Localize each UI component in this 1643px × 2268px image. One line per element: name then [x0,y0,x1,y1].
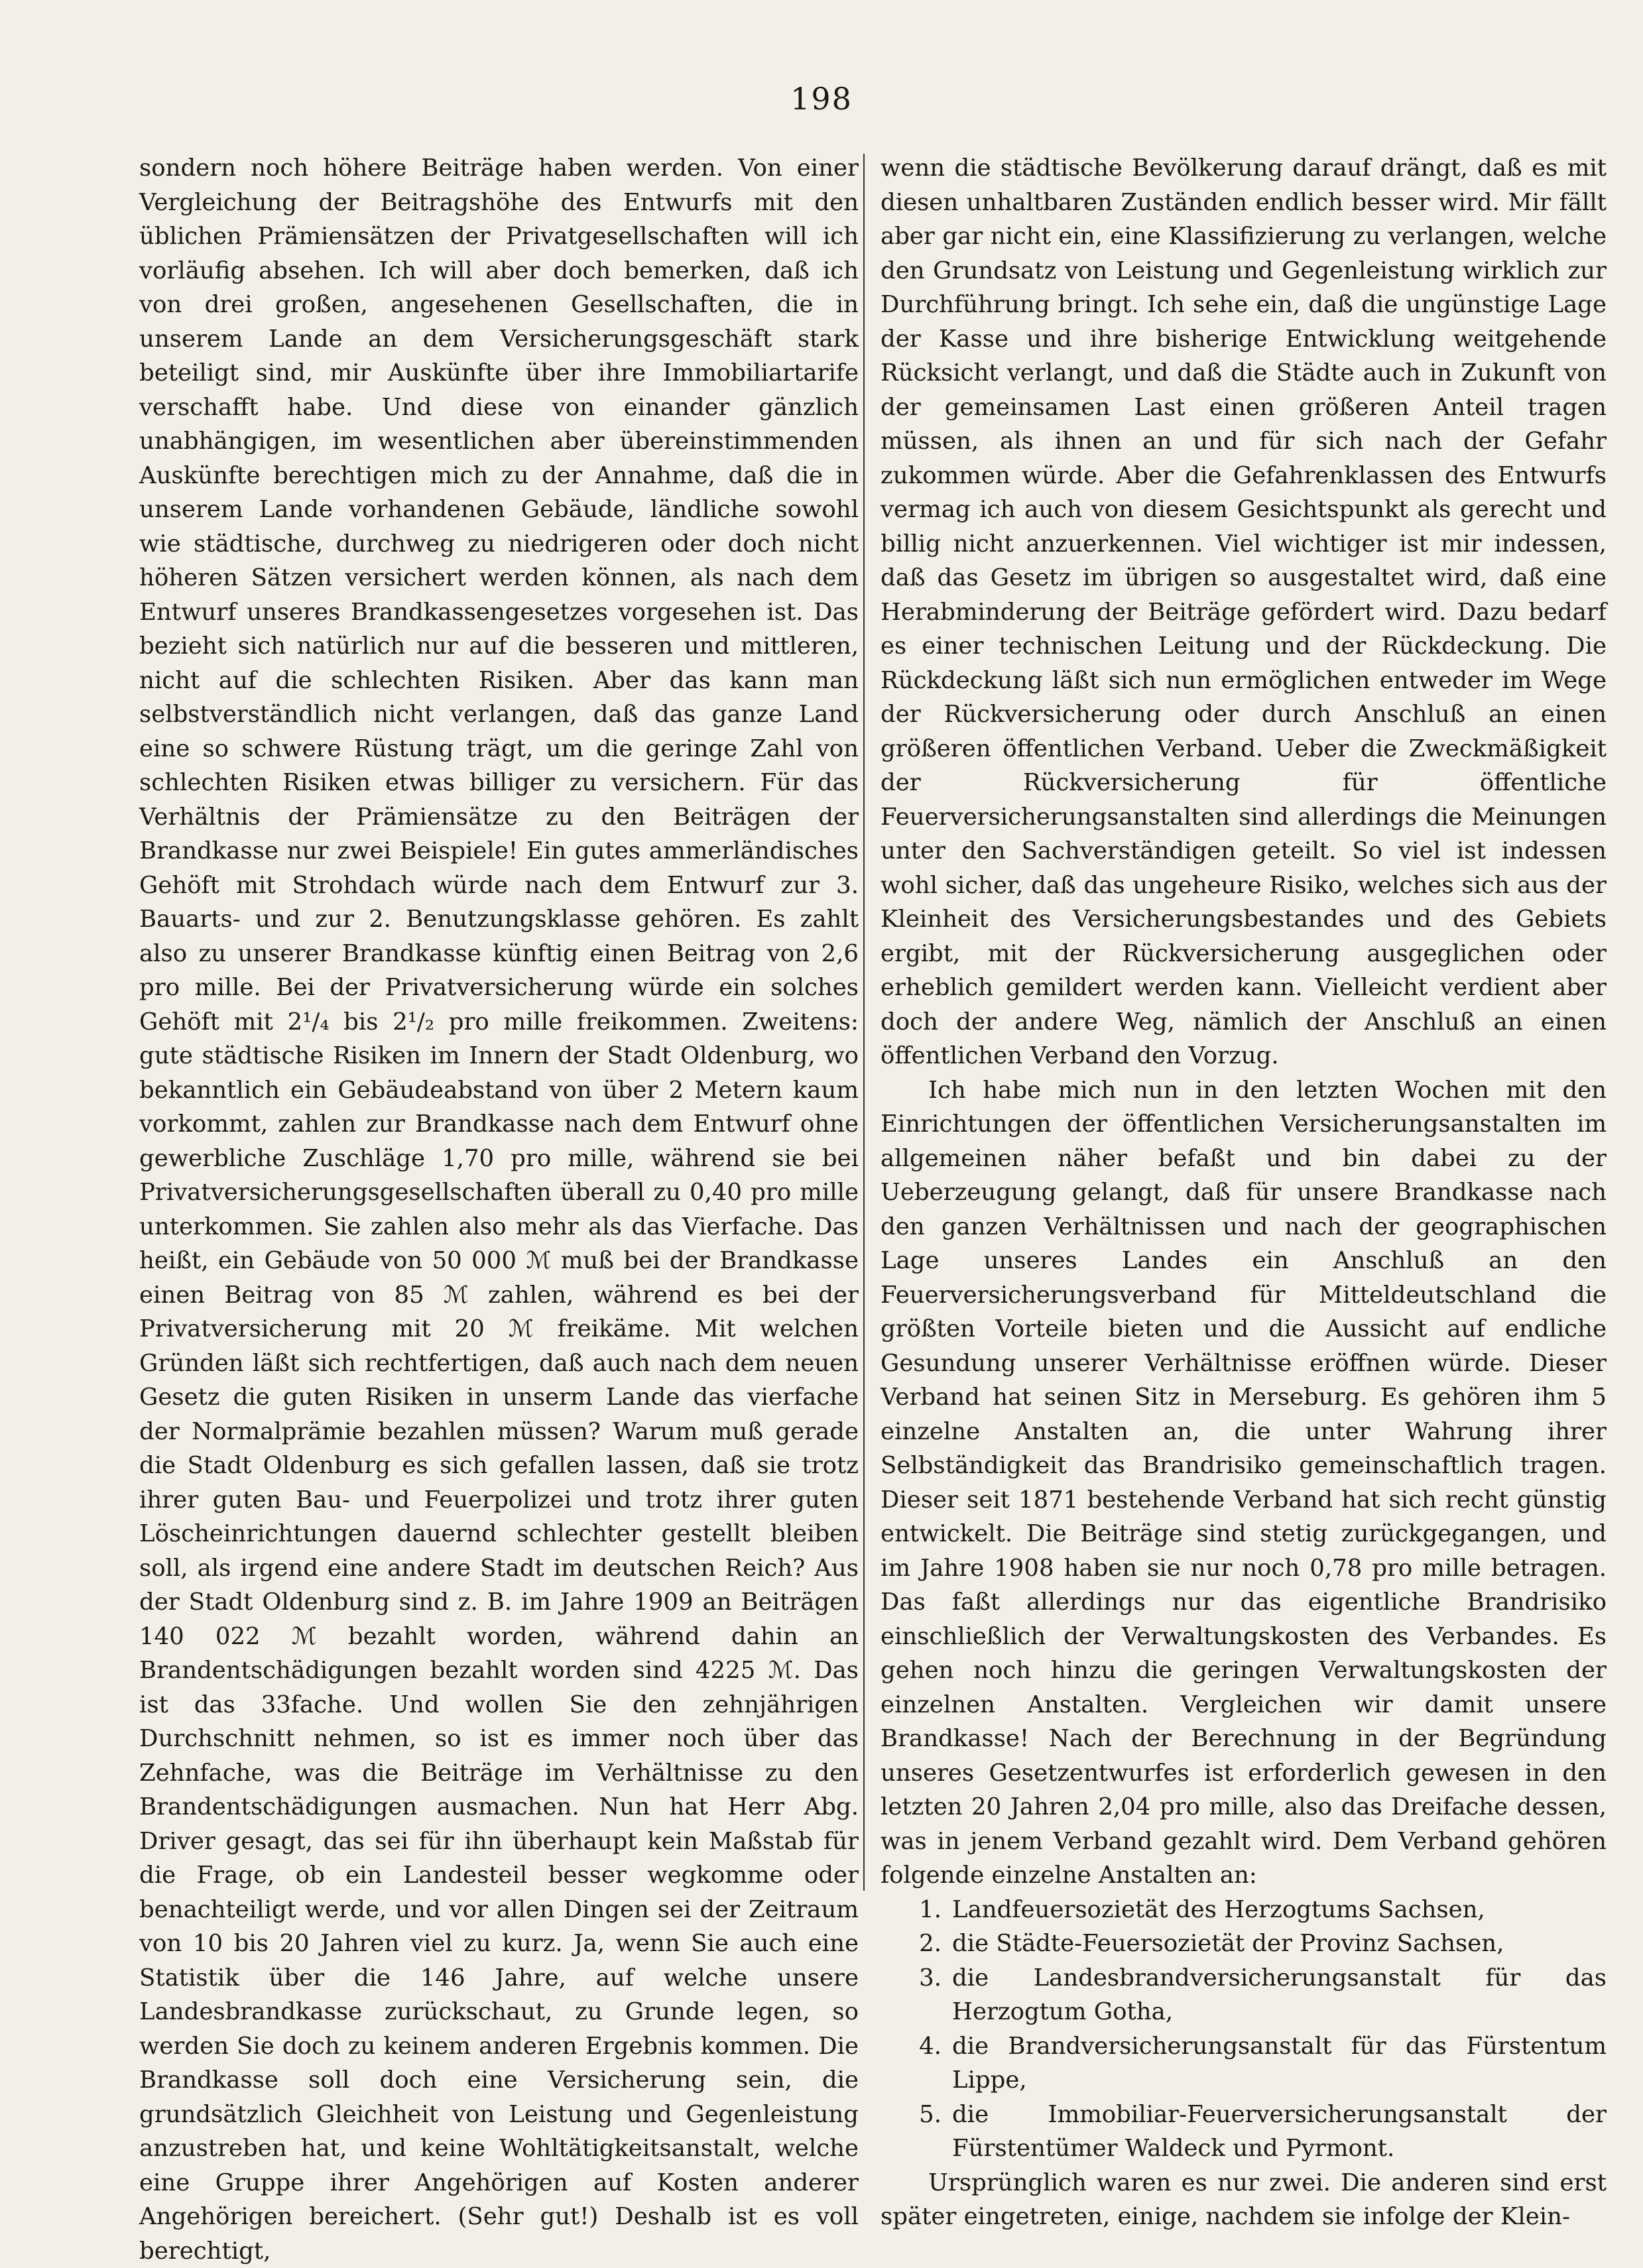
list-number: 4. [919,2032,942,2060]
column-divider [863,154,865,1891]
list-number: 5. [919,2100,942,2128]
list-number: 2. [919,1930,942,1957]
list-text: die Immobiliar-Feuerversicherungsanstalt der Fürstentümer Waldeck und Pyrmont. [952,2100,1607,2162]
page-number: 198 [790,81,853,117]
paragraph: Ursprünglich waren es nur zwei. Die anderen sind erst später eingetreten, einige, nachdem sie infolge der Klein- [881,2169,1607,2230]
list-item [881,1927,1607,1961]
list-text: Landfeuersozietät des Herzogtums Sachsen, [952,1895,1485,1923]
list-item [881,1893,1607,1927]
list-item [881,1961,1607,2029]
paragraph: sondern noch höhere Beiträge haben werden. Von einer Vergleichung der Beitragshöhe des Entwurfs mit den üblichen Prämiensätzen der Privatgesellschaften will ich vorläufig absehen. Ich will aber doch bemerken, daß ich von drei großen, angesehenen Gesellschaften, die in unserem Lande an dem Versicherungsgeschäft stark beteiligt sind, mir Auskünfte über ihre Immobiliartarife verschafft habe. Und diese von einander gänzlich unabhängigen, im wesentlichen aber übereinstimmenden Auskünfte berechtigen mich zu der Annahme, daß die in unserem Lande vorhandenen Gebäude, ländliche sowohl wie städtische, durchweg zu niedrigeren oder doch nicht höheren Sätzen versichert werden können, als nach dem Entwurf unseres Brandkassengesetzes vorgesehen ist. Das bezieht sich natürlich nur auf die besseren und mittleren, nicht auf die schlechten Risiken. Aber das kann man selbstverständlich nicht verlangen, daß das ganze Land eine so schwere Rüstung trägt, um die geringe Zahl von schlechten Risiken etwas billiger zu versichern. Für das Verhältnis der Prämiensätze zu den Beiträgen der Brandkasse nur zwei Beispiele! Ein gutes ammerländisches Gehöft mit Strohdach würde nach dem Entwurf zur 3. Bauarts- und zur 2. Benutzungsklasse gehören. Es zahlt also zu unserer Brandkasse künftig einen Beitrag von 2,6 pro mille. Bei der Privatversicherung würde ein solches Gehöft mit 2¹/₄ bis 2¹/₂ pro mille freikommen. Zweitens: gute städtische Risiken im Innern der Stadt Oldenburg, wo bekanntlich ein Gebäudeabstand von über 2 Metern kaum vorkommt, zahlen zur Brandkasse nach dem Entwurf ohne gewerbliche Zuschläge 1,70 pro mille, während sie bei Privatversicherungsgesellschaften überall zu 0,40 pro mille unterkommen. Sie zahlen also mehr als das Vierfache. Das heißt, ein Gebäude von 50 000 ℳ muß bei der Brandkasse einen Beitrag von 85 ℳ zahlen, während es bei der Privatversicherung mit 20 ℳ freikäme. Mit welchen Gründen läßt sich rechtfertigen, daß auch nach dem neuen Gesetz die guten Risiken in unserm Lande das vierfache der Normalprämie bezahlen müssen? Warum muß gerade die Stadt Oldenburg es sich gefallen lassen, daß sie trotz ihrer guten Bau- und Feuerpolizei und trotz ihrer guten Löscheinrichtungen dauernd schlechter gestellt bleiben soll, als irgend eine andere Stadt im deutschen Reich? Aus der Stadt Oldenburg sind z. B. im Jahre 1909 an Beiträgen 140 022 ℳ bezahlt worden, während dahin an Brandentschädigungen bezahlt worden sind 4225 ℳ. Das ist das 33fache. Und wollen Sie den zehnjährigen Durchschnitt nehmen, so ist es immer noch über das Zehnfache, was die Beiträge im Verhältnisse zu den Brandentschädigungen ausmachen. Nun hat Herr Abg. Driver gesagt, das sei für ihn überhaupt kein Maßstab für die Frage, ob ein Landesteil besser wegkomme oder benachteiligt werde, und vor allen Dingen sei der Zeitraum von 10 bis 20 Jahren viel zu kurz. Ja, wenn Sie auch eine Statistik über die 146 Jahre, auf welche unsere Landesbrandkasse zurückschaut, zu Grunde legen, so werden Sie doch zu keinem anderen Ergebnis kommen. Die Brandkasse soll doch eine Versicherung sein, die grundsätzlich Gleichheit von Leistung und Gegenleistung anzustreben hat, und keine Wohltätigkeitsanstalt, welche eine Gruppe ihrer Angehörigen auf Kosten anderer Angehörigen bereichert. (Sehr gut!) Deshalb ist es voll berechtigt, [139,154,859,2265]
right-column [881,151,1607,2234]
paragraph: Ich habe mich nun in den letzten Wochen mit den Einrichtungen der öffentlichen Versicherungsanstalten im allgemeinen näher befaßt und bin dabei zu der Ueberzeugung gelangt, daß für unsere Brandkasse nach den ganzen Verhältnissen und nach der geographischen Lage unseres Landes ein Anschluß an den Feuerversicherungsverband für Mitteldeutschland die größten Vorteile bieten und die Aussicht auf endliche Gesundung unserer Verhältnisse eröffnen würde. Dieser Verband hat seinen Sitz in Merseburg. Es gehören ihm 5 einzelne Anstalten an, die unter Wahrung ihrer Selbständigkeit das Brandrisiko gemeinschaftlich tragen. Dieser seit 1871 bestehende Verband hat sich recht günstig entwickelt. Die Beiträge sind stetig zurückgegangen, und im Jahre 1908 haben sie nur noch 0,78 pro mille betragen. Das faßt allerdings nur das eigentliche Brandrisiko einschließlich der Verwaltungskosten des Verbandes. Es gehen noch hinzu die geringen Verwaltungskosten der einzelnen Anstalten. Vergleichen wir damit unsere Brandkasse! Nach der Berechnung in der Begründung unseres Gesetzentwurfes ist erforderlich gewesen in den letzten 20 Jahren 2,04 pro mille, also das Dreifache dessen, was in jenem Verband gezahlt wird. Dem Verband gehören folgende einzelne Anstalten an: [881,1076,1607,1889]
list-item [881,2029,1607,2098]
list-item [881,2098,1607,2166]
list-number: 1. [919,1895,942,1923]
left-column [139,151,859,2268]
list-text: die Landesbrandversicherungsanstalt für das Herzogtum Gotha, [952,1964,1607,2025]
member-institutions-list [881,1893,1607,2166]
list-text: die Städte-Feuersozietät der Provinz Sachsen, [952,1930,1504,1957]
list-number: 3. [919,1964,942,1992]
list-text: die Brandversicherungsanstalt für das Fürstentum Lippe, [952,2032,1607,2094]
paragraph: wenn die städtische Bevölkerung darauf drängt, daß es mit diesen unhaltbaren Zuständen endlich besser wird. Mir fällt aber gar nicht ein, eine Klassifizierung zu verlangen, welche den Grundsatz von Leistung und Gegenleistung wirklich zur Durchführung bringt. Ich sehe ein, daß die ungünstige Lage der Kasse und ihre bisherige Entwicklung weitgehende Rücksicht verlangt, und daß die Städte auch in Zukunft von der gemeinsamen Last einen größeren Anteil tragen müssen, als ihnen an und für sich nach der Gefahr zukommen würde. Aber die Gefahrenklassen des Entwurfs vermag ich auch von diesem Gesichtspunkt als gerecht und billig nicht anzuerkennen. Viel wichtiger ist mir indessen, daß das Gesetz im übrigen so ausgestaltet wird, daß eine Herabminderung der Beiträge gefördert wird. Dazu bedarf es einer technischen Leitung und der Rückdeckung. Die Rückdeckung läßt sich nun ermöglichen entweder im Wege der Rückversicherung oder durch Anschluß an einen größeren öffentlichen Verband. Ueber die Zweckmäßigkeit der Rückversicherung für öffentliche Feuerversicherungsanstalten sind allerdings die Meinungen unter den Sachverständigen geteilt. So viel ist indessen wohl sicher, daß das ungeheure Risiko, welches sich aus der Kleinheit des Versicherungsbestandes und des Gebiets ergibt, mit der Rückversicherung ausgeglichen oder erheblich gemildert werden kann. Vielleicht verdient aber doch der andere Weg, nämlich der Anschluß an einen öffentlichen Verband den Vorzug. [881,154,1607,1069]
